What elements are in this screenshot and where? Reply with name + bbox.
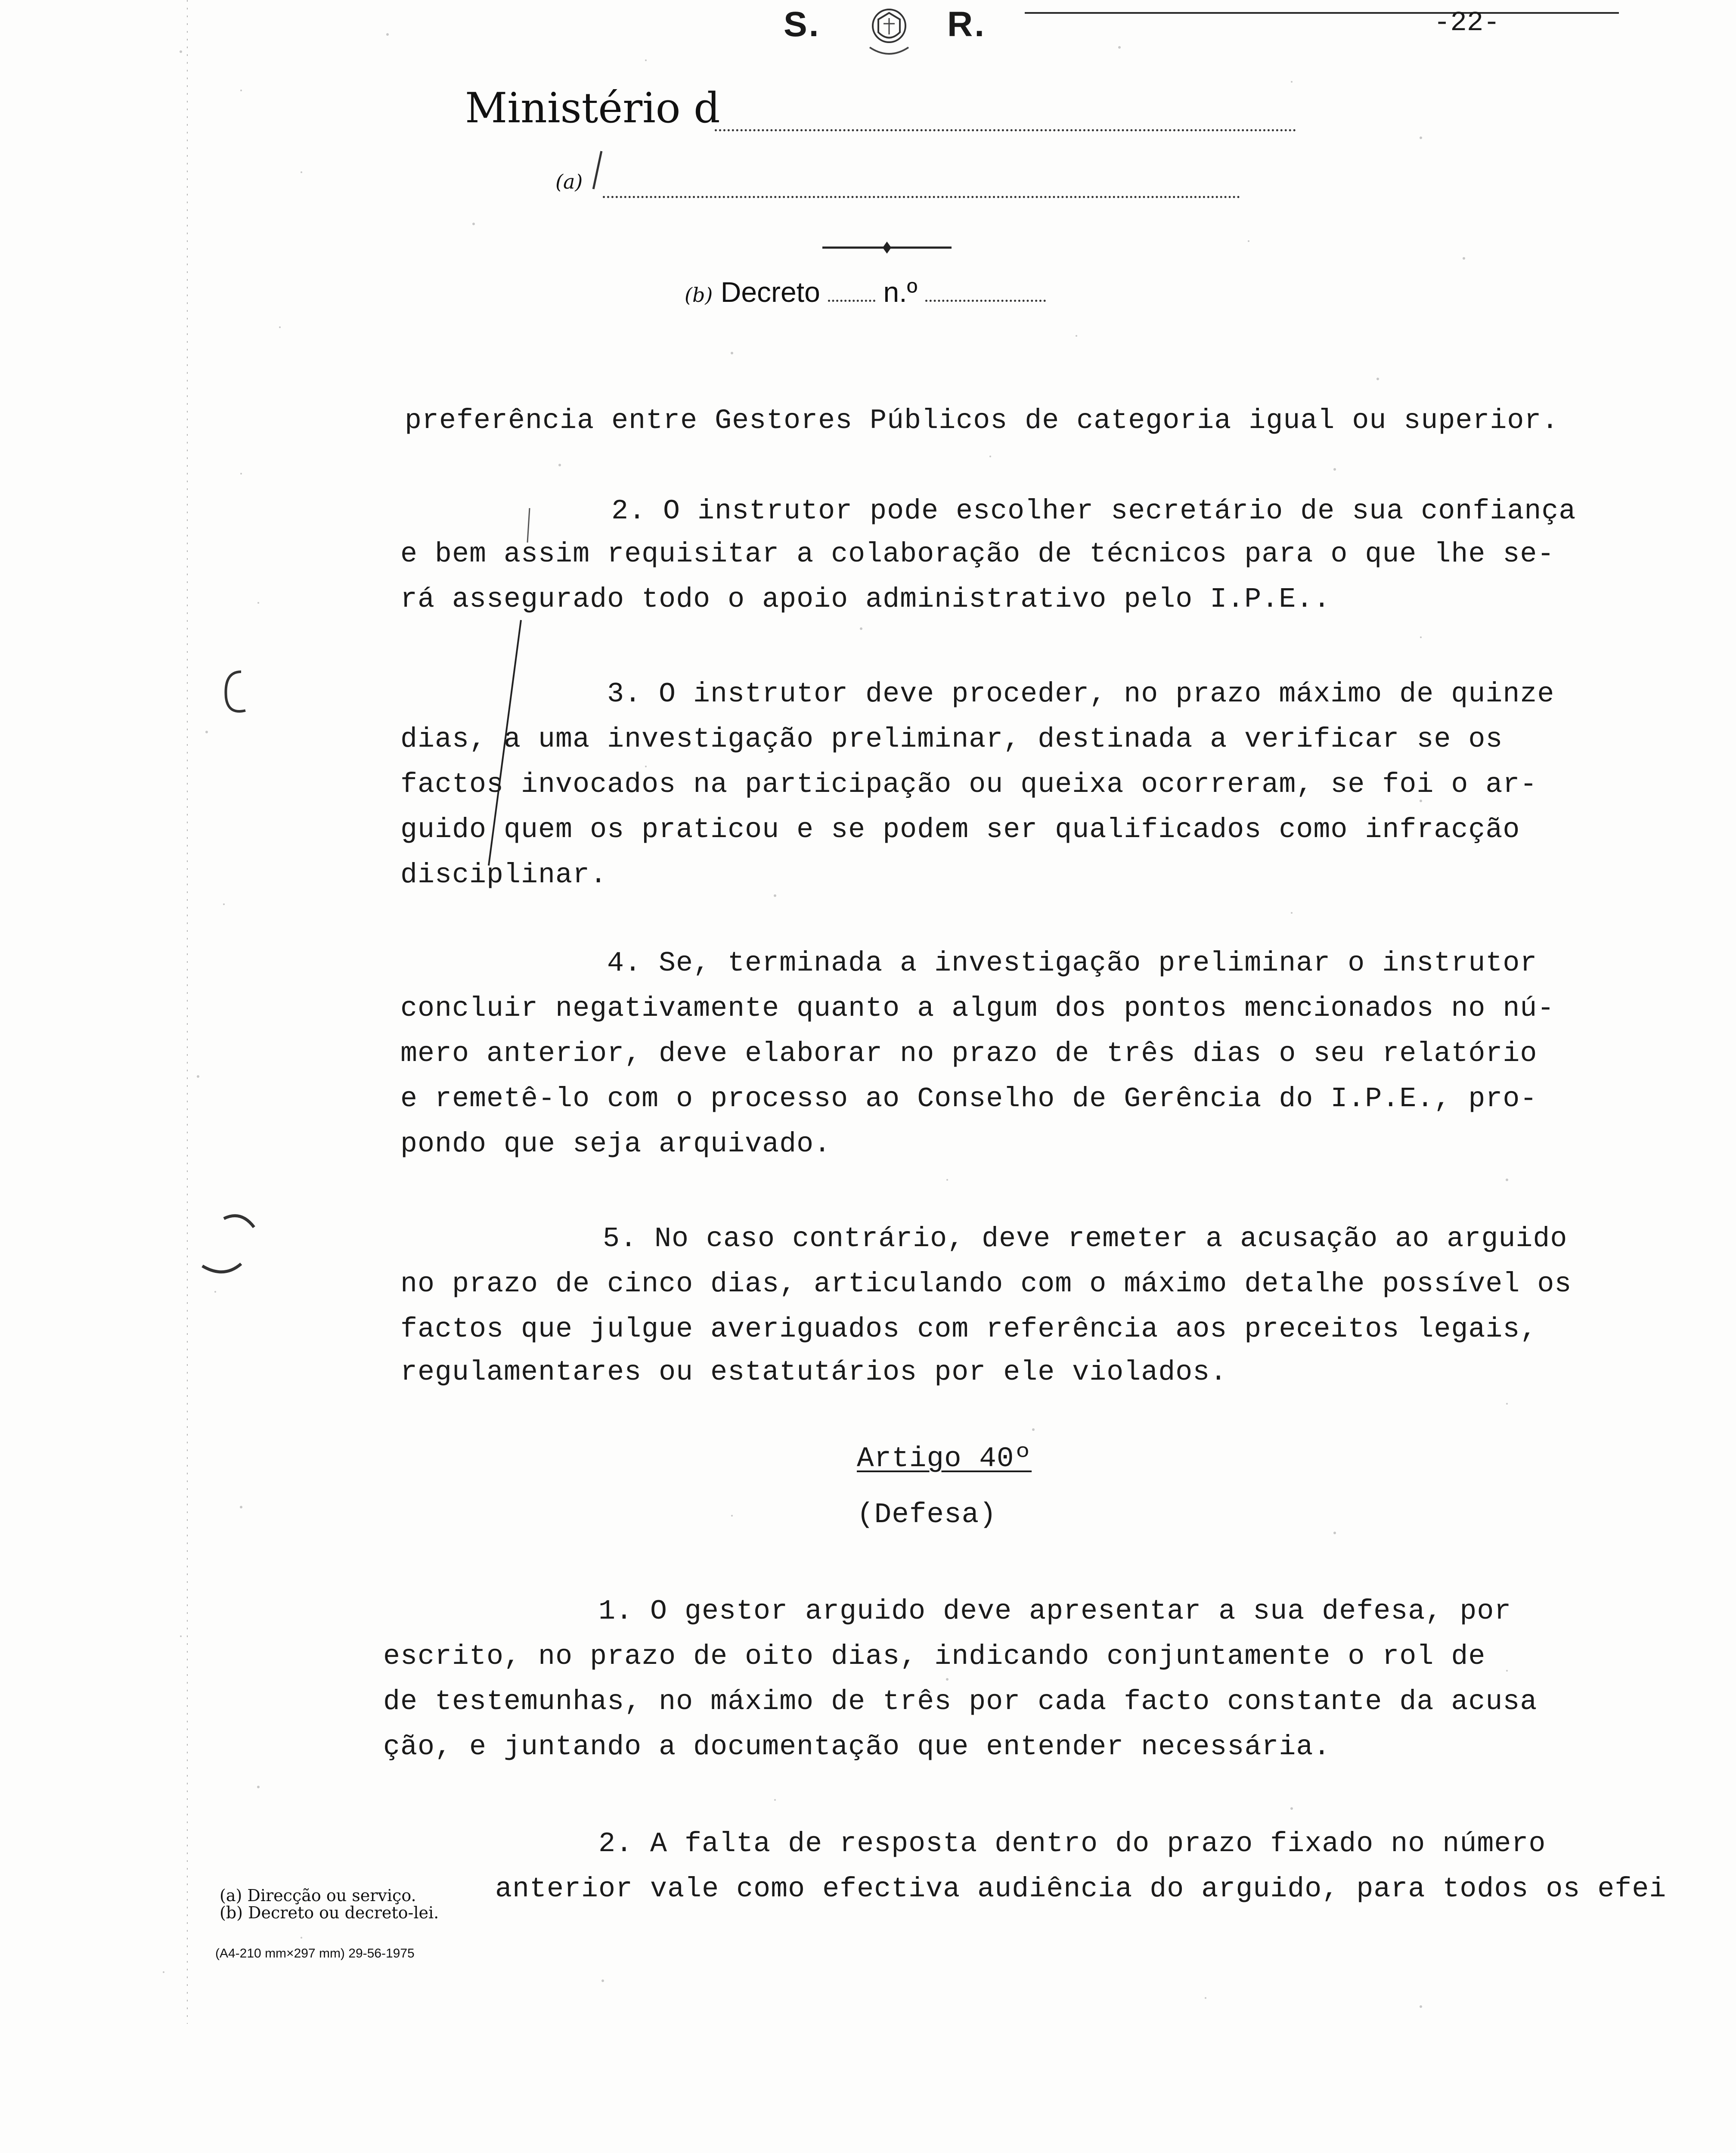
body-line: ção, e juntando a documentação que entender necessária.: [383, 1731, 1331, 1763]
body-line: rá assegurado todo o apoio administrativo pelo I.P.E..: [400, 583, 1331, 615]
header-letter-r: R.: [947, 5, 986, 44]
footnote-b: (b) Decreto ou decreto-lei.: [220, 1903, 439, 1922]
body-line: anterior vale como efectiva audiência do arguido, para todos os efei: [495, 1873, 1667, 1905]
body-line: no prazo de cinco dias, articulando com o máximo detalhe possível os: [400, 1268, 1572, 1300]
decree-number-label: n.º: [883, 276, 918, 308]
body-line: regulamentares ou estatutários por ele violados.: [400, 1356, 1228, 1388]
body-line: guido quem os praticou e se podem ser qualificados como infracção: [400, 814, 1520, 846]
article-title: Artigo 40º: [857, 1443, 1032, 1475]
service-blank-line: [603, 196, 1240, 198]
body-line: e remetê-lo com o processo ao Conselho de Gerência do I.P.E., pro-: [400, 1083, 1538, 1115]
ministry-blank-line: [715, 129, 1296, 131]
body-line: escrito, no prazo de oito dias, indicando conjuntamente o rol de: [383, 1641, 1486, 1672]
body-line: concluir negativamente quanto a algum dos pontos mencionados no nú-: [400, 993, 1555, 1024]
body-line: 1. O gestor arguido deve apresentar a sua defesa, por: [598, 1595, 1512, 1627]
body-line: e bem assim requisitar a colaboração de técnicos para o que lhe se-: [400, 538, 1555, 570]
body-line: mero anterior, deve elaborar no prazo de três dias o seu relatório: [400, 1038, 1538, 1070]
paper-spec: (A4-210 mm×297 mm) 29-56-1975: [215, 1946, 415, 1961]
marker-a: (a): [555, 170, 583, 193]
separator-ornament: [822, 239, 952, 256]
body-line: disciplinar.: [400, 859, 608, 891]
body-line: pondo que seja arquivado.: [400, 1128, 831, 1160]
header-letter-s: S.: [784, 5, 821, 44]
footnote-a: (a) Direcção ou serviço.: [220, 1886, 416, 1905]
ministry-label: Ministério d: [465, 84, 720, 132]
decree-prefix: (b): [685, 283, 713, 307]
coat-of-arms-seal: [857, 0, 921, 65]
decree-word: Decreto: [720, 276, 820, 308]
top-rule: [1025, 12, 1619, 14]
body-line: 3. O instrutor deve proceder, no prazo máximo de quinze: [607, 678, 1555, 710]
body-line: preferência entre Gestores Públicos de categoria igual ou superior.: [405, 405, 1559, 437]
body-line: 5. No caso contrário, deve remeter a acusação ao arguido: [603, 1223, 1568, 1255]
body-line: 2. O instrutor pode escolher secretário de sua confiança: [611, 495, 1576, 527]
decree-blank-2: [925, 281, 1046, 302]
body-line: 2. A falta de resposta dentro do prazo fixado no número: [598, 1828, 1546, 1860]
article-subtitle: (Defesa): [857, 1498, 997, 1531]
page-number: -22-: [1434, 8, 1500, 39]
decree-blank-1: [828, 281, 875, 302]
decree-line: [685, 276, 1046, 308]
body-line: dias, a uma investigação preliminar, destinada a verificar se os: [400, 723, 1503, 755]
body-line: 4. Se, terminada a investigação preliminar o instrutor: [607, 947, 1538, 979]
body-line: de testemunhas, no máximo de três por cada facto constante da acusa: [383, 1686, 1538, 1718]
body-line: factos que julgue averiguados com referência aos preceitos legais,: [400, 1313, 1538, 1345]
body-line: factos invocados na participação ou queixa ocorreram, se foi o ar-: [400, 769, 1538, 800]
